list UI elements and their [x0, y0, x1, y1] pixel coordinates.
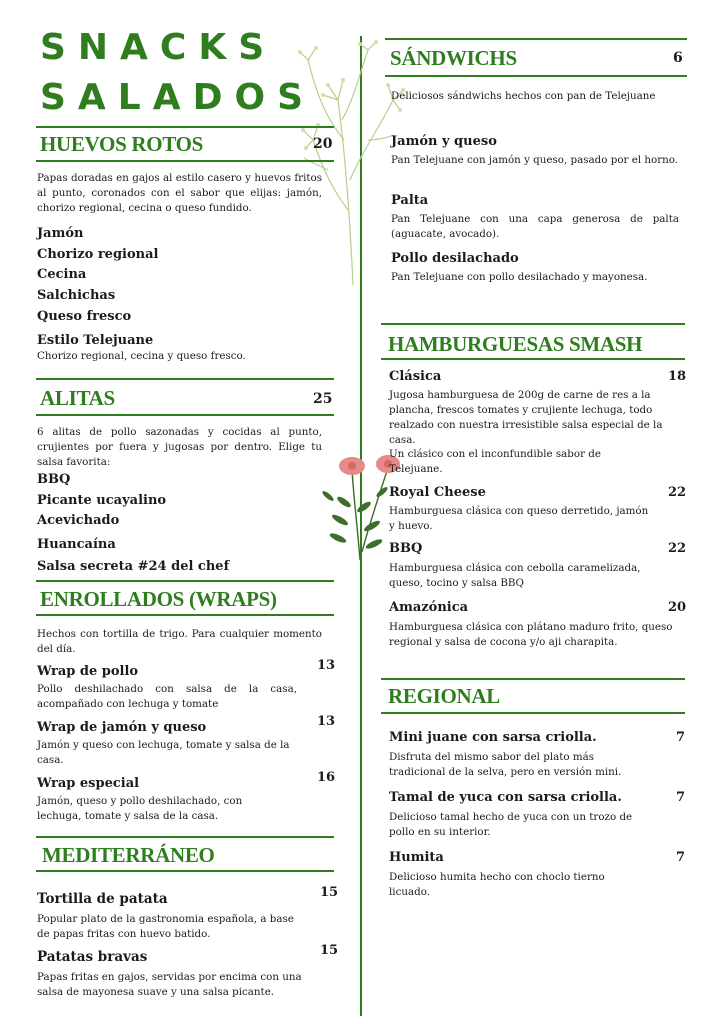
- alitas-item-salsa-secreta: Salsa secreta #24 del chef: [37, 559, 230, 574]
- alitas-section-title: ALITAS: [40, 386, 115, 410]
- wrap-item-price: 13: [317, 658, 336, 673]
- sandwich-item-name: Palta: [391, 193, 429, 208]
- sandwichs-description: Deliciosos sándwichs hechos con pan de Telejuane: [391, 90, 656, 102]
- alitas-item-acevichado: Acevichado: [37, 513, 120, 528]
- regional-item-name: Humita: [389, 850, 444, 865]
- sandwichs-rule-top: [385, 38, 687, 40]
- wrap-item-description: Jamón y queso con lechuga, tomate y salsa de la casa.: [37, 739, 290, 766]
- alitas-item-picante: Picante ucayalino: [37, 493, 167, 508]
- wrap-item-description: Jamón, queso y pollo deshilachado, con lechuga, tomate y salsa de la casa.: [37, 795, 243, 822]
- menu-title-line1: SNACKS: [40, 27, 277, 68]
- mediterraneo-item-name: Patatas bravas: [37, 949, 148, 965]
- hamburguesa-item-price: 22: [668, 485, 687, 500]
- alitas-item-bbq: BBQ: [37, 472, 71, 487]
- huevos-item-queso: Queso fresco: [37, 309, 132, 324]
- hamburguesa-item-price: 20: [668, 600, 687, 615]
- huevos-section-price: 20: [313, 136, 333, 152]
- sandwich-item-description: Pan Telejuane con pollo desilachado y mayonesa.: [391, 271, 648, 283]
- hamburguesa-item-description: Hamburguesa clásica con plátano maduro frito, queso regional y salsa de cocona y/o aji charapita.: [389, 621, 673, 648]
- mediterraneo-rule-bottom: [36, 870, 334, 872]
- huevos-rule-bottom: [36, 160, 334, 162]
- alitas-item-huancaina: Huancaína: [37, 537, 116, 552]
- regional-item-description: Delicioso humita hecho con choclo tierno licuado.: [389, 871, 605, 898]
- huevos-item-salchichas: Salchichas: [37, 288, 116, 303]
- mediterraneo-item-price: 15: [320, 943, 339, 958]
- alitas-section-price: 25: [313, 391, 333, 407]
- mediterraneo-item-price: 15: [320, 885, 339, 900]
- huevos-item-chorizo: Chorizo regional: [37, 247, 159, 262]
- regional-rule-top: [381, 678, 685, 680]
- wrap-item-description: Pollo deshilachado con salsa de la casa, acompañado con lechuga y tomate: [37, 683, 297, 710]
- sandwich-item-name: Jamón y queso: [391, 134, 497, 149]
- mediterraneo-rule-top: [36, 836, 334, 838]
- hamburguesa-item-name: Royal Cheese: [389, 485, 486, 500]
- sandwichs-section-title: SÁNDWICHS: [390, 46, 517, 70]
- sandwich-item-name: Pollo desilachado: [391, 251, 519, 266]
- wrap-item-name: Wrap especial: [37, 776, 140, 791]
- sandwichs-section-price: 6: [673, 50, 683, 66]
- mediterraneo-item-name: Tortilla de patata: [37, 891, 168, 907]
- hamburguesas-section-title: HAMBURGUESAS SMASH: [388, 332, 643, 356]
- mediterraneo-item-description: Papas fritas en gajos, servidas por encima con una salsa de mayonesa suave y una salsa picante.: [37, 971, 302, 998]
- huevos-item-cecina: Cecina: [37, 267, 87, 282]
- wrap-item-price: 16: [317, 770, 336, 785]
- alitas-rule-bottom: [36, 414, 334, 416]
- hamburguesa-item-description-extra: Un clásico con el inconfundible sabor de Telejuane.: [389, 448, 601, 475]
- hamburguesa-item-name: BBQ: [389, 541, 423, 556]
- hamburguesas-rule-top: [381, 323, 685, 325]
- huevos-item-jamon: Jamón: [37, 226, 84, 241]
- huevos-item-estilo: Estilo Telejuane: [37, 333, 154, 348]
- wraps-rule-bottom: [36, 614, 334, 616]
- wraps-rule-top: [36, 580, 334, 582]
- hamburguesa-item-description: Jugosa hamburguesa de 200g de carne de res a la plancha, frescos tomates y crujiente lechuga, todo realzado con nuestra irresistible salsa especial de la casa.: [389, 389, 663, 446]
- wrap-item-price: 13: [317, 714, 336, 729]
- regional-item-name: Mini juane con sarsa criolla.: [389, 730, 597, 745]
- hamburguesa-item-price: 22: [668, 541, 687, 556]
- hamburguesas-rule-bottom: [381, 358, 685, 360]
- wrap-item-name: Wrap de jamón y queso: [37, 720, 207, 735]
- sandwich-item-description: Pan Telejuane con jamón y queso, pasado por el horno.: [391, 154, 679, 166]
- wrap-item-name: Wrap de pollo: [37, 664, 139, 679]
- regional-item-description: Disfruta del mismo sabor del plato más tradicional de la selva, pero en versión mini.: [389, 751, 622, 778]
- regional-item-price: 7: [676, 790, 686, 805]
- hamburguesa-item-name: Clásica: [389, 369, 442, 384]
- sandwichs-rule-bottom: [385, 75, 687, 77]
- huevos-estilo-description: Chorizo regional, cecina y queso fresco.: [37, 350, 246, 362]
- huevos-description: Papas doradas en gajos al estilo casero y huevos fritos al punto, coronados con el sabor que elijas: jamón, chorizo regional, cecina o queso fundido.: [37, 172, 322, 214]
- mediterraneo-section-title: MEDITERRÁNEO: [42, 843, 215, 867]
- regional-rule-bottom: [381, 712, 685, 714]
- huevos-section-title: HUEVOS ROTOS: [40, 132, 204, 156]
- regional-item-price: 7: [676, 850, 686, 865]
- hamburguesa-item-name: Amazónica: [389, 600, 469, 615]
- regional-section-title: REGIONAL: [388, 684, 500, 708]
- regional-item-name: Tamal de yuca con sarsa criolla.: [389, 790, 622, 805]
- hamburguesa-item-description: Hamburguesa clásica con cebolla caramelizada, queso, tocino y salsa BBQ: [389, 562, 641, 589]
- regional-item-description: Delicioso tamal hecho de yuca con un trozo de pollo en su interior.: [389, 811, 633, 838]
- wraps-section-title: ENROLLADOS (WRAPS): [40, 587, 277, 611]
- alitas-rule-top: [36, 378, 334, 380]
- menu-title-line2: SALADOS: [40, 77, 316, 118]
- huevos-rule-top: [36, 126, 334, 128]
- alitas-description: 6 alitas de pollo sazonadas y cocidas al punto, crujientes por fuera y jugosas por dentro. Elige tu salsa favorita:: [37, 426, 322, 468]
- regional-item-price: 7: [676, 730, 686, 745]
- sandwich-item-description: Pan Telejuane con una capa generosa de palta (aguacate, avocado).: [391, 213, 679, 240]
- mediterraneo-item-description: Popular plato de la gastronomia española, a base de papas fritas con huevo batido.: [37, 913, 294, 940]
- wraps-description: Hechos con tortilla de trigo. Para cualquier momento del día.: [37, 628, 322, 655]
- hamburguesa-item-description: Hamburguesa clásica con queso derretido, jamón y huevo.: [389, 505, 649, 532]
- hamburguesa-item-price: 18: [668, 369, 687, 384]
